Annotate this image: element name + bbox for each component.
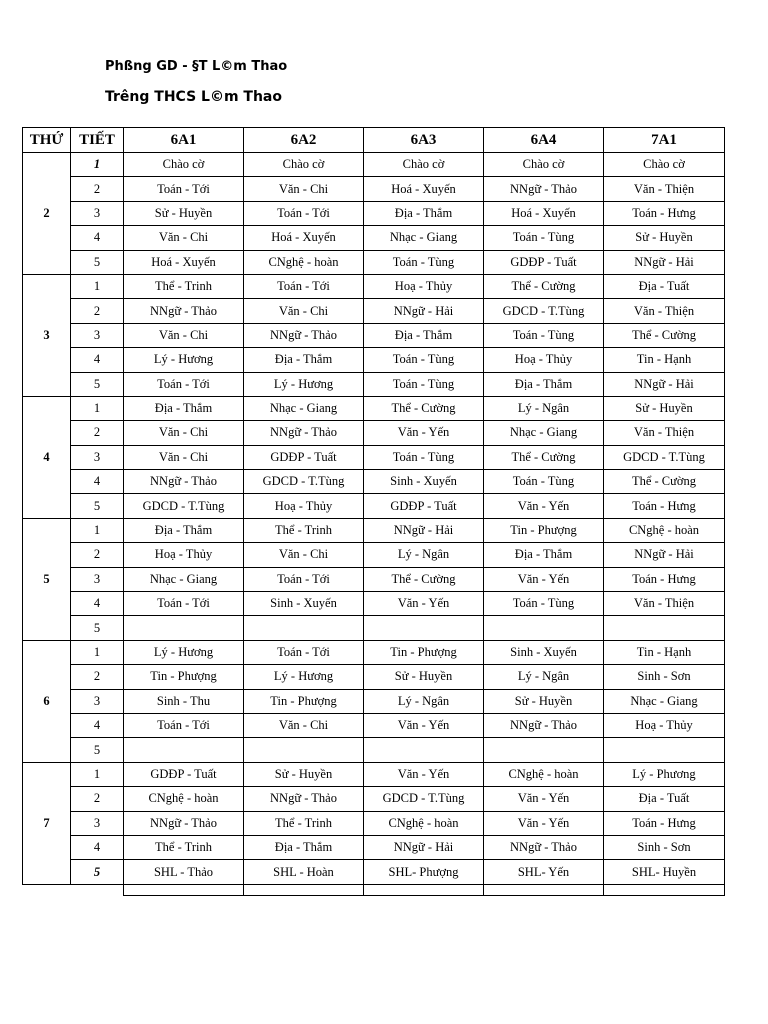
lesson-cell: Văn - Chi	[124, 445, 244, 469]
lesson-cell: Toán - Hưng	[604, 811, 725, 835]
table-row	[23, 396, 725, 420]
lesson-cell: CNghệ - hoàn	[604, 518, 725, 542]
lesson-cell: Toán - Tới	[124, 372, 244, 396]
lesson-cell: Tin - Phượng	[484, 518, 604, 542]
lesson-cell	[244, 738, 364, 762]
day-cell: 6	[23, 640, 71, 762]
lesson-cell: Sinh - Xuyến	[484, 640, 604, 664]
lesson-cell: Hoá - Xuyến	[484, 201, 604, 225]
lesson-cell: Văn - Thiện	[604, 592, 725, 616]
lesson-cell: NNgữ - Thảo	[244, 787, 364, 811]
lesson-cell: NNgữ - Thảo	[244, 421, 364, 445]
lesson-cell: Chào cờ	[484, 153, 604, 177]
lesson-cell: Chào cờ	[124, 153, 244, 177]
table-row	[23, 226, 725, 250]
table-row	[23, 494, 725, 518]
lesson-cell: Toán - Tùng	[364, 250, 484, 274]
period-cell: 3	[71, 567, 124, 591]
empty-cell	[364, 884, 484, 895]
lesson-cell: Sinh - Xuyến	[364, 470, 484, 494]
period-cell: 4	[71, 713, 124, 737]
table-row	[23, 177, 725, 201]
lesson-cell: Thể - Trinh	[244, 518, 364, 542]
period-cell: 3	[71, 323, 124, 347]
period-cell: 2	[71, 543, 124, 567]
lesson-cell: Thể - Cường	[604, 323, 725, 347]
lesson-cell: Sử - Huyền	[244, 762, 364, 786]
lesson-cell: Toán - Tùng	[364, 445, 484, 469]
school-title: Trêng THCS L©m Thao	[105, 89, 282, 105]
table-row	[23, 689, 725, 713]
period-cell: 1	[71, 153, 124, 177]
lesson-cell: NNgữ - Thảo	[124, 299, 244, 323]
lesson-cell: Văn - Yến	[364, 762, 484, 786]
lesson-cell: Hoá - Xuyến	[244, 226, 364, 250]
lesson-cell: Hoạ - Thủy	[484, 348, 604, 372]
col-header-period: TIẾT	[71, 128, 124, 153]
lesson-cell: Toán - Tới	[244, 201, 364, 225]
lesson-cell: Lý - Hương	[124, 348, 244, 372]
lesson-cell: Toán - Tới	[244, 640, 364, 664]
lesson-cell: Văn - Chi	[244, 177, 364, 201]
lesson-cell: Văn - Chi	[124, 421, 244, 445]
lesson-cell: Lý - Ngân	[484, 665, 604, 689]
period-cell: 4	[71, 226, 124, 250]
empty-cell	[124, 884, 244, 895]
lesson-cell: NNgữ - Thảo	[244, 323, 364, 347]
period-cell: 1	[71, 518, 124, 542]
period-cell: 2	[71, 177, 124, 201]
lesson-cell: Nhạc - Giang	[244, 396, 364, 420]
lesson-cell: NNgữ - Hải	[364, 299, 484, 323]
lesson-cell: Thể - Trinh	[244, 811, 364, 835]
col-header-class: 6A2	[244, 128, 364, 153]
lesson-cell: NNgữ - Hải	[604, 250, 725, 274]
table-row	[23, 567, 725, 591]
lesson-cell: Địa - Thắm	[244, 835, 364, 859]
lesson-cell: Tin - Phượng	[244, 689, 364, 713]
table-row	[23, 153, 725, 177]
period-cell: 4	[71, 348, 124, 372]
lesson-cell: Toán - Tùng	[484, 592, 604, 616]
lesson-cell: Sử - Huyền	[124, 201, 244, 225]
lesson-cell: Địa - Thắm	[364, 201, 484, 225]
lesson-cell: Hoá - Xuyến	[124, 250, 244, 274]
lesson-cell: Văn - Thiện	[604, 177, 725, 201]
table-row	[23, 640, 725, 664]
lesson-cell: NNgữ - Thảo	[484, 713, 604, 737]
lesson-cell: NNgữ - Hải	[604, 372, 725, 396]
period-cell: 3	[71, 689, 124, 713]
day-cell: 2	[23, 153, 71, 275]
lesson-cell: Hoá - Xuyến	[364, 177, 484, 201]
lesson-cell: Chào cờ	[604, 153, 725, 177]
lesson-cell: Nhạc - Giang	[484, 421, 604, 445]
lesson-cell: Toán - Tới	[244, 274, 364, 298]
period-cell: 5	[71, 738, 124, 762]
lesson-cell: Toán - Hưng	[604, 201, 725, 225]
lesson-cell: GDCD - T.Tùng	[244, 470, 364, 494]
period-cell: 5	[71, 372, 124, 396]
lesson-cell: CNghệ - hoàn	[124, 787, 244, 811]
lesson-cell: Văn - Yến	[484, 494, 604, 518]
lesson-cell: Văn - Yến	[364, 592, 484, 616]
lesson-cell: Văn - Chi	[124, 323, 244, 347]
lesson-cell	[244, 616, 364, 640]
lesson-cell: Tin - Phượng	[124, 665, 244, 689]
col-header-class: 7A1	[604, 128, 725, 153]
table-row	[23, 274, 725, 298]
table-row	[23, 323, 725, 347]
lesson-cell: NNgữ - Thảo	[484, 835, 604, 859]
lesson-cell: Địa - Thắm	[484, 543, 604, 567]
table-row	[23, 543, 725, 567]
period-cell: 5	[71, 860, 124, 884]
table-row	[23, 299, 725, 323]
empty-cell	[604, 884, 725, 895]
table-row	[23, 835, 725, 859]
lesson-cell: Văn - Thiện	[604, 299, 725, 323]
period-cell: 3	[71, 445, 124, 469]
col-header-class: 6A1	[124, 128, 244, 153]
table-row	[23, 787, 725, 811]
day-cell: 5	[23, 518, 71, 640]
period-cell: 1	[71, 274, 124, 298]
lesson-cell	[484, 738, 604, 762]
period-cell: 5	[71, 250, 124, 274]
lesson-cell: Toán - Tới	[124, 592, 244, 616]
table-row	[23, 738, 725, 762]
lesson-cell: Lý - Phương	[604, 762, 725, 786]
period-cell: 2	[71, 665, 124, 689]
lesson-cell: Thể - Cường	[484, 274, 604, 298]
table-row	[23, 372, 725, 396]
lesson-cell: GDCD - T.Tùng	[484, 299, 604, 323]
lesson-cell: Sử - Huyền	[364, 665, 484, 689]
lesson-cell: Địa - Tuất	[604, 787, 725, 811]
table-row	[23, 250, 725, 274]
lesson-cell: Lý - Ngân	[364, 689, 484, 713]
lesson-cell: Lý - Hương	[244, 372, 364, 396]
table-row	[23, 348, 725, 372]
lesson-cell	[124, 738, 244, 762]
lesson-cell: Sinh - Sơn	[604, 835, 725, 859]
lesson-cell	[124, 616, 244, 640]
lesson-cell: NNgữ - Thảo	[484, 177, 604, 201]
lesson-cell: Địa - Thắm	[484, 372, 604, 396]
lesson-cell: GDĐP - Tuất	[124, 762, 244, 786]
lesson-cell: Sử - Huyền	[484, 689, 604, 713]
lesson-cell: Lý - Hương	[124, 640, 244, 664]
table-tail-row	[23, 884, 725, 895]
table-row	[23, 421, 725, 445]
col-header-day: THỨ	[23, 128, 71, 153]
lesson-cell: Thể - Cường	[364, 396, 484, 420]
day-cell: 4	[23, 396, 71, 518]
day-cell: 7	[23, 762, 71, 884]
empty-cell	[484, 884, 604, 895]
lesson-cell: Nhạc - Giang	[124, 567, 244, 591]
table-row	[23, 616, 725, 640]
table-row	[23, 860, 725, 884]
department-title: Phßng GD - §T L©m Thao	[105, 59, 288, 74]
table-row	[23, 762, 725, 786]
period-cell: 1	[71, 762, 124, 786]
lesson-cell: Toán - Tới	[124, 177, 244, 201]
lesson-cell: NNgữ - Hải	[364, 835, 484, 859]
day-cell: 3	[23, 274, 71, 396]
period-cell: 2	[71, 787, 124, 811]
lesson-cell: Văn - Yến	[484, 811, 604, 835]
period-cell: 1	[71, 640, 124, 664]
lesson-cell	[364, 738, 484, 762]
lesson-cell: CNghệ - hoàn	[484, 762, 604, 786]
table-row	[23, 470, 725, 494]
lesson-cell: Tin - Hạnh	[604, 640, 725, 664]
lesson-cell: SHL - Thảo	[124, 860, 244, 884]
period-cell: 1	[71, 396, 124, 420]
lesson-cell: Toán - Tùng	[484, 323, 604, 347]
lesson-cell: Văn - Yến	[364, 421, 484, 445]
lesson-cell: Văn - Chi	[244, 543, 364, 567]
lesson-cell: Lý - Ngân	[364, 543, 484, 567]
period-cell: 3	[71, 201, 124, 225]
table-row	[23, 518, 725, 542]
period-cell: 2	[71, 299, 124, 323]
lesson-cell: Văn - Yến	[364, 713, 484, 737]
lesson-cell: Nhạc - Giang	[604, 689, 725, 713]
lesson-cell: Lý - Ngân	[484, 396, 604, 420]
col-header-class: 6A4	[484, 128, 604, 153]
lesson-cell: Thể - Trinh	[124, 274, 244, 298]
lesson-cell: SHL- Phượng	[364, 860, 484, 884]
lesson-cell	[364, 616, 484, 640]
table-row	[23, 665, 725, 689]
lesson-cell: Toán - Tùng	[484, 470, 604, 494]
lesson-cell: Địa - Thắm	[364, 323, 484, 347]
lesson-cell: Văn - Thiện	[604, 421, 725, 445]
lesson-cell: Chào cờ	[364, 153, 484, 177]
lesson-cell: GDĐP - Tuất	[364, 494, 484, 518]
lesson-cell: GDCD - T.Tùng	[604, 445, 725, 469]
lesson-cell: Toán - Tới	[124, 713, 244, 737]
lesson-cell: Hoạ - Thủy	[124, 543, 244, 567]
lesson-cell: Thể - Cường	[484, 445, 604, 469]
lesson-cell: Hoạ - Thủy	[604, 713, 725, 737]
lesson-cell: GDCD - T.Tùng	[364, 787, 484, 811]
lesson-cell: Hoạ - Thủy	[244, 494, 364, 518]
lesson-cell: Toán - Tùng	[364, 372, 484, 396]
lesson-cell: Văn - Yến	[484, 567, 604, 591]
lesson-cell: Tin - Phượng	[364, 640, 484, 664]
lesson-cell: Thể - Cường	[364, 567, 484, 591]
timetable-body	[23, 153, 725, 896]
lesson-cell: Toán - Tùng	[484, 226, 604, 250]
period-cell: 3	[71, 811, 124, 835]
lesson-cell: SHL - Hoàn	[244, 860, 364, 884]
lesson-cell: Văn - Chi	[244, 713, 364, 737]
lesson-cell: SHL- Yến	[484, 860, 604, 884]
table-row	[23, 201, 725, 225]
lesson-cell: Toán - Tùng	[364, 348, 484, 372]
lesson-cell: Chào cờ	[244, 153, 364, 177]
lesson-cell: NNgữ - Hải	[604, 543, 725, 567]
lesson-cell: Tin - Hạnh	[604, 348, 725, 372]
lesson-cell: GDCD - T.Tùng	[124, 494, 244, 518]
table-row	[23, 811, 725, 835]
empty-cell	[71, 884, 124, 895]
lesson-cell: Toán - Tới	[244, 567, 364, 591]
lesson-cell: Văn - Yến	[484, 787, 604, 811]
lesson-cell: CNghệ - hoàn	[244, 250, 364, 274]
period-cell: 4	[71, 470, 124, 494]
lesson-cell: Địa - Thắm	[124, 396, 244, 420]
col-header-class: 6A3	[364, 128, 484, 153]
lesson-cell: Sử - Huyền	[604, 226, 725, 250]
lesson-cell	[604, 738, 725, 762]
lesson-cell: Sinh - Sơn	[604, 665, 725, 689]
table-row	[23, 713, 725, 737]
lesson-cell: Nhạc - Giang	[364, 226, 484, 250]
table-row	[23, 445, 725, 469]
lesson-cell	[604, 616, 725, 640]
period-cell: 2	[71, 421, 124, 445]
lesson-cell: Địa - Thắm	[244, 348, 364, 372]
lesson-cell: Toán - Hưng	[604, 494, 725, 518]
lesson-cell: Văn - Chi	[124, 226, 244, 250]
lesson-cell: Toán - Hưng	[604, 567, 725, 591]
lesson-cell: Lý - Hương	[244, 665, 364, 689]
lesson-cell: GDĐP - Tuất	[484, 250, 604, 274]
lesson-cell: NNgữ - Hải	[364, 518, 484, 542]
lesson-cell: CNghệ - hoàn	[364, 811, 484, 835]
empty-cell	[244, 884, 364, 895]
table-row	[23, 592, 725, 616]
lesson-cell	[484, 616, 604, 640]
lesson-cell: Thể - Cường	[604, 470, 725, 494]
lesson-cell: SHL- Huyền	[604, 860, 725, 884]
lesson-cell: Sinh - Thu	[124, 689, 244, 713]
lesson-cell: Thể - Trinh	[124, 835, 244, 859]
period-cell: 5	[71, 616, 124, 640]
lesson-cell: NNgữ - Thảo	[124, 811, 244, 835]
empty-cell	[23, 884, 71, 895]
lesson-cell: Sinh - Xuyến	[244, 592, 364, 616]
lesson-cell: Địa - Thắm	[124, 518, 244, 542]
period-cell: 4	[71, 592, 124, 616]
lesson-cell: Hoạ - Thủy	[364, 274, 484, 298]
header-row	[23, 128, 725, 153]
lesson-cell: GDĐP - Tuất	[244, 445, 364, 469]
lesson-cell: Văn - Chi	[244, 299, 364, 323]
timetable	[22, 127, 725, 896]
period-cell: 4	[71, 835, 124, 859]
period-cell: 5	[71, 494, 124, 518]
lesson-cell: Địa - Tuất	[604, 274, 725, 298]
lesson-cell: NNgữ - Thảo	[124, 470, 244, 494]
lesson-cell: Sử - Huyền	[604, 396, 725, 420]
